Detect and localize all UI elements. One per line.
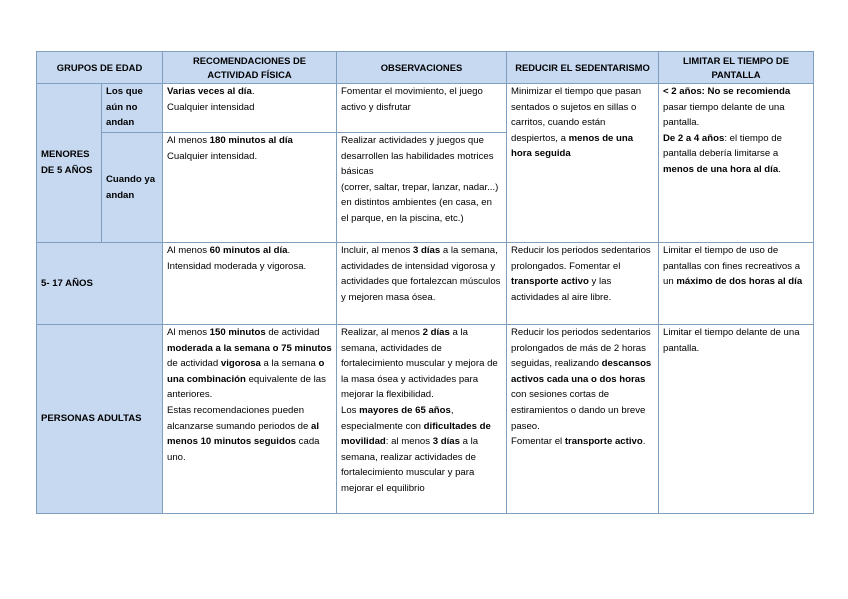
cell-obs-adults: Realizar, al menos 2 días a la semana, actividades de fortalecimiento muscular y mejora de la masa ósea y actividades para mejorar la flexibilidad. Los mayores de 65 años, especialmente con dificultades de movilidad: al menos 3 días a la semana, realizar actividades de fortalecimiento muscular y para mejorar el equilibrio — [337, 325, 507, 514]
header-row — [37, 52, 814, 84]
cell-obs-walking: Realizar actividades y juegos que desarrollen las habilidades motrices básicas (correr, saltar, trepar, lanzar, nadar...) en distintos ambientes (en casa, en el parque, en la piscina, etc.) — [337, 133, 507, 243]
cell-rec-5-17: Al menos 60 minutos al día. Intensidad moderada y vigorosa. — [163, 243, 337, 325]
cell-rec-non-walking: Varias veces al día. Cualquier intensidad — [163, 84, 337, 133]
cell-obs-non-walking: Fomentar el movimiento, el juego activo y disfrutar — [337, 84, 507, 133]
cell-rec-adults: Al menos 150 minutos de actividad moderada a la semana o 75 minutos de actividad vigorosa a la semana o una combinación equivalente de las anteriores. Estas recomendaciones pueden alcanzarse sumando periodos de al menos 10 minutos seguidos cada uno. — [163, 325, 337, 514]
cell-sed-adults: Reducir los periodos sedentarios prolongados de más de 2 horas seguidas, realizando descansos activos cada una o dos horas con sesiones cortas de estiramientos o dando un breve paseo. Fomentar el transporte activo. — [507, 325, 659, 514]
header-recommendations: RECOMENDACIONES DE ACTIVIDAD FÍSICA — [163, 52, 337, 84]
header-sedentarism: REDUCIR EL SEDENTARISMO — [507, 52, 659, 84]
table-row-5-17 — [37, 243, 814, 325]
cell-screen-under5: < 2 años: No se recomienda pasar tiempo delante de una pantalla. De 2 a 4 años: el tiempo de pantalla debería limitarse a menos de una hora al día. — [659, 84, 814, 243]
recommendations-table — [36, 51, 814, 514]
cell-screen-adults: Limitar el tiempo delante de una pantalla. — [659, 325, 814, 514]
cell-obs-5-17: Incluir, al menos 3 días a la semana, actividades de intensidad vigorosa y actividades que fortalezcan músculos y mejoren masa ósea. — [337, 243, 507, 325]
header-observations: OBSERVACIONES — [337, 52, 507, 84]
table-row-under5-non-walking — [37, 84, 814, 133]
header-age-groups: GRUPOS DE EDAD — [37, 52, 163, 84]
header-screen-time: LIMITAR EL TIEMPO DE PANTALLA — [659, 52, 814, 84]
subgroup-label-walking: Cuando ya andan — [102, 133, 163, 243]
group-label-5-17: 5- 17 AÑOS — [37, 243, 163, 325]
cell-screen-5-17: Limitar el tiempo de uso de pantallas con fines recreativos a un máximo de dos horas al día — [659, 243, 814, 325]
cell-sed-under5: Minimizar el tiempo que pasan sentados o sujetos en sillas o carritos, cuando están despiertos, a menos de una hora seguida — [507, 84, 659, 243]
group-label-adults: PERSONAS ADULTAS — [37, 325, 163, 514]
subgroup-label-non-walking: Los que aún no andan — [102, 84, 163, 133]
cell-rec-walking: Al menos 180 minutos al día Cualquier intensidad. — [163, 133, 337, 243]
group-label-under5: MENORES DE 5 AÑOS — [37, 84, 102, 243]
table-row-adults — [37, 325, 814, 514]
cell-sed-5-17: Reducir los periodos sedentarios prolongados. Fomentar el transporte activo y las actividades al aire libre. — [507, 243, 659, 325]
